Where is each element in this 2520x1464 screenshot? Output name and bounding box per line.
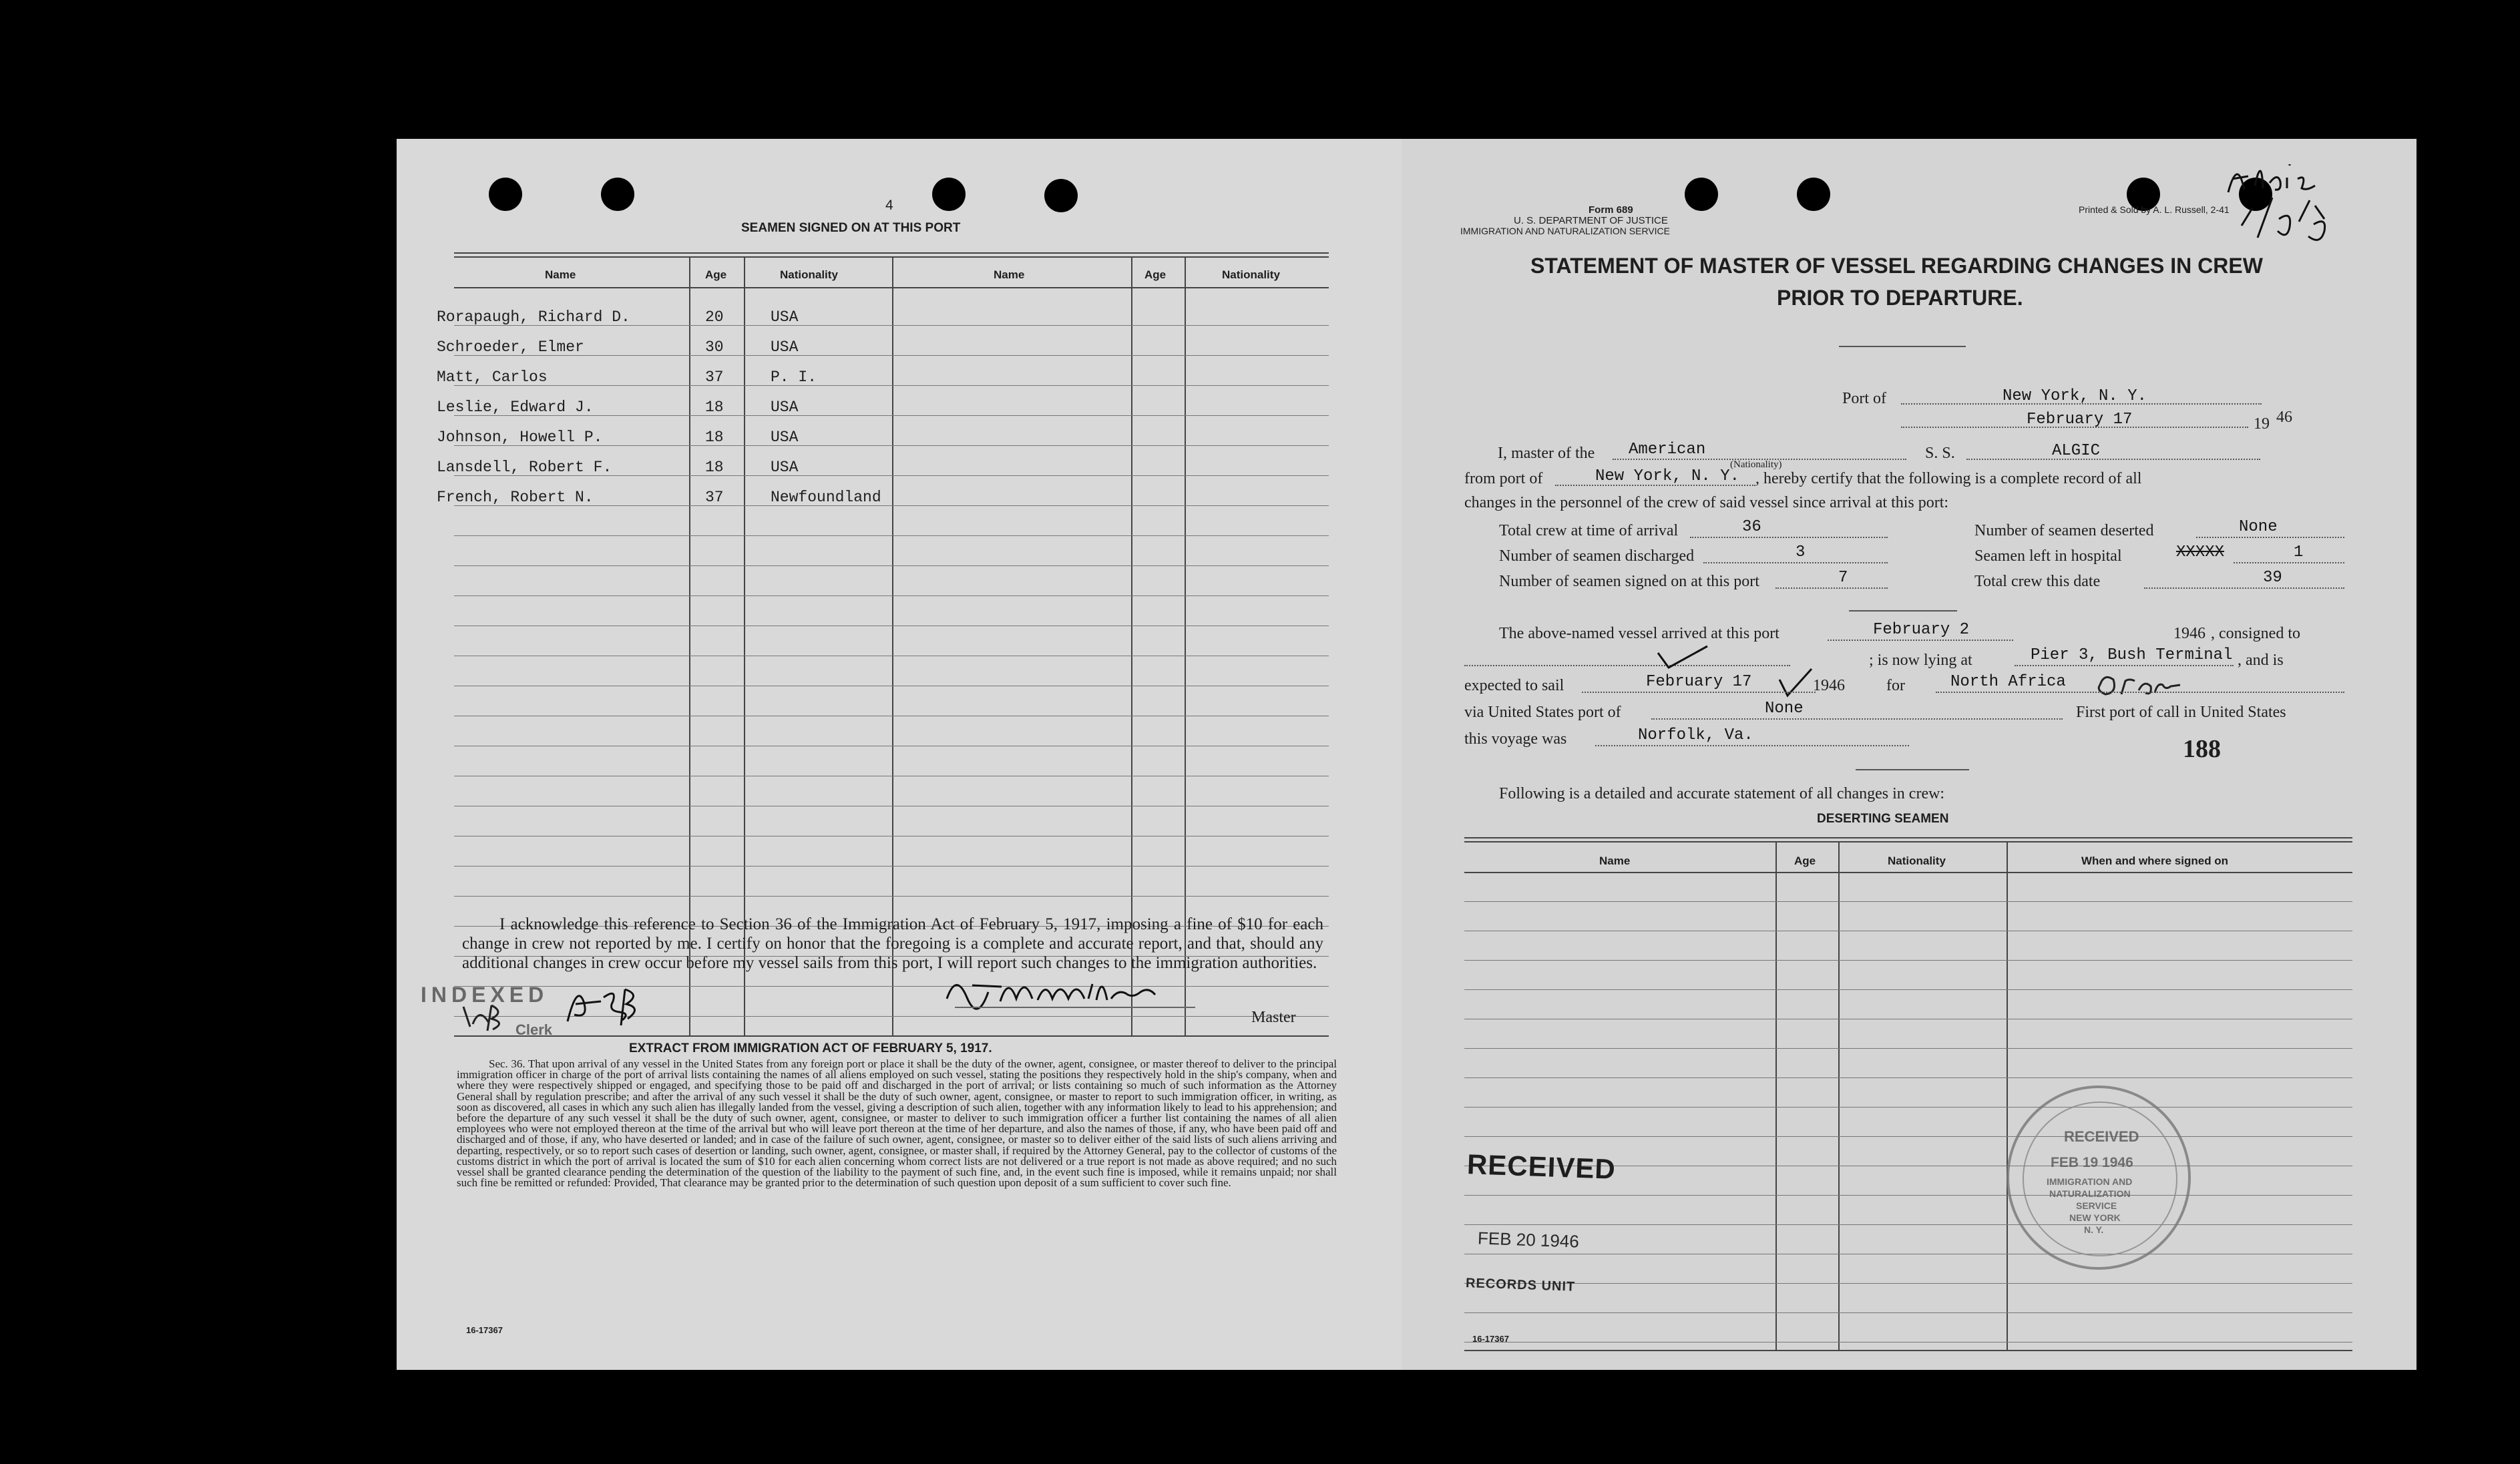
row-name: Lansdell, Robert F. — [437, 459, 612, 476]
seamen-signed-value: 7 — [1838, 569, 1848, 587]
nationality-caption: (Nationality) — [1730, 459, 1782, 470]
page-number: 188 — [2183, 735, 2221, 763]
row-rule — [454, 896, 1329, 897]
seamen-hospital-label: Seamen left in hospital — [1974, 547, 2122, 565]
col-header-name: Name — [545, 268, 576, 281]
col-header-nationality: Nationality — [1222, 268, 1280, 281]
round-stamp-line3: SERVICE — [2076, 1200, 2117, 1211]
handwritten-destination — [2091, 670, 2184, 700]
seamen-signed-label: Number of seamen signed on at this port — [1499, 573, 1759, 590]
extract-text: Sec. 36. That upon arrival of any vessel in the United States from any foreign port or place it shall be the duty of the owner, agent, consignee, or master thereof to deliver to the principal immigration officer in charge of the port of arrival lists containing the names of all aliens employed on such vessel, stating the positions they respectively hold in the ship's company, when and where they were respectively shipped or engaged, and specifying those to be paid off and discharged in the port of arrival; or lists containing so much of such information as the Attorney General shall by regulation prescribe; and after the arrival of any such vessel it shall be the duty of such owner, agent, consignee, or master to report to such immigration officer, in writing, as soon as discovered, all cases in which any such alien has illegally landed from the vessel, giving a description of such alien, together with any information likely to lead to his apprehension; and before the departure of any such vessel it shall be the duty of such owner, agent, consignee, or master to deliver to such immigration officer a further list containing the names of all alien employees who were not employed thereon at the time of the arrival but who will leave port thereon at the time of her departure, and also the names of those, if any, who have been paid off and discharged and of those, if any, who have deserted or landed; and in case of the failure of such owner, agent, consignee, or master so to deliver either of the said lists of such aliens arriving and departing, respectively, or so to report such cases of desertion or landing, such owner, agent, consignee, or master shall, if required by the Attorney General, pay to the collector of customs of the customs district in which the port of arrival is located the sum of $10 for each alien concerning whom correct lists are not delivered or a true report is not made as above required; and no such vessel shall be granted clearance pending the determination of the question of the liability to the payment of such fine, and, in the event such fine is imposed, while it remains unpaid; nor shall such fine be remitted or refunded: Provided, That clearance may be granted prior to the determination of such question upon deposit of a sum sufficient to cover such fine. — [457, 1057, 1337, 1190]
received-date: FEB 20 1946 — [1477, 1228, 1580, 1252]
round-received-stamp — [2007, 1085, 2191, 1270]
punch-hole — [1685, 178, 1718, 211]
department: U. S. DEPARTMENT OF JUSTICE — [1514, 215, 1668, 226]
punch-hole — [489, 178, 522, 211]
arrived-year: 1946 — [2173, 625, 2206, 642]
first-port-label: First port of call in United States — [2076, 704, 2286, 721]
total-crew-date-label: Total crew this date — [1974, 573, 2101, 590]
master-signature — [937, 967, 1165, 1017]
row-nationality: Newfoundland — [771, 489, 881, 506]
punch-hole — [932, 178, 966, 211]
row-age: 37 — [705, 369, 724, 386]
col-header-nationality: Nationality — [780, 268, 838, 281]
handwritten-initials — [458, 999, 511, 1036]
row-rule — [1464, 1224, 2352, 1225]
destination-value: North Africa — [1950, 673, 2066, 691]
consigned-label: , consigned to — [2211, 625, 2300, 642]
row-name: Johnson, Howell P. — [437, 429, 603, 446]
punch-hole — [601, 178, 634, 211]
expected-year: 1946 — [1813, 677, 1845, 694]
extract-title: EXTRACT FROM IMMIGRATION ACT OF FEBRUARY 5, 1917. — [629, 1041, 992, 1055]
form-code: 16-17367 — [466, 1325, 503, 1335]
indexed-stamp: INDEXED — [421, 983, 549, 1007]
master-label: Master — [1251, 1009, 1296, 1026]
row-nationality: USA — [771, 429, 799, 446]
left-page — [397, 139, 1402, 1370]
row-rule — [1464, 1048, 2352, 1049]
row-rule — [454, 866, 1329, 867]
col-header-age: Age — [705, 268, 727, 281]
row-name: Matt, Carlos — [437, 369, 548, 386]
row-name: Leslie, Edward J. — [437, 399, 594, 416]
row-nationality: USA — [771, 399, 799, 416]
expected-date: February 17 — [1646, 673, 1752, 691]
row-rule — [1464, 1283, 2352, 1284]
from-port-value: New York, N. Y. — [1595, 467, 1740, 485]
round-stamp-received: RECEIVED — [2064, 1128, 2139, 1145]
total-crew-arrival-label: Total crew at time of arrival — [1499, 522, 1679, 539]
col-header-age: Age — [1794, 855, 1816, 867]
lying-at-value: Pier 3, Bush Terminal — [2031, 646, 2233, 664]
row-rule — [1464, 1077, 2352, 1078]
section-title: SEAMEN SIGNED ON AT THIS PORT — [741, 221, 961, 235]
row-nationality: P. I. — [771, 369, 817, 386]
col-header-nationality: Nationality — [1888, 855, 1946, 867]
row-age: 18 — [705, 459, 724, 476]
and-is-label: , and is — [2238, 652, 2284, 669]
service: IMMIGRATION AND NATURALIZATION SERVICE — [1460, 226, 1670, 236]
ss-label: S. S. — [1925, 445, 1955, 462]
round-stamp-date: FEB 19 1946 — [2051, 1155, 2133, 1170]
nationality-value: American — [1629, 441, 1706, 459]
row-age: 30 — [705, 338, 724, 356]
arrived-date: February 2 — [1873, 621, 1970, 639]
form-title-line1: STATEMENT OF MASTER OF VESSEL REGARDING CHANGES IN CREW — [1530, 254, 2263, 278]
row-rule — [454, 355, 1329, 356]
row-rule — [1464, 1136, 2352, 1137]
row-rule — [1464, 1312, 2352, 1313]
row-age: 18 — [705, 429, 724, 446]
records-unit: RECORDS UNIT — [1465, 1276, 1576, 1294]
col-header-name: Name — [1599, 855, 1631, 867]
row-nationality: USA — [771, 308, 799, 326]
year-suffix: 46 — [2276, 409, 2292, 426]
round-stamp-line4: NEW YORK — [2069, 1212, 2121, 1223]
expected-label: expected to sail — [1464, 677, 1564, 694]
arrived-label: The above-named vessel arrived at this port — [1499, 625, 1779, 642]
vessel-name: ALGIC — [2052, 442, 2101, 460]
acknowledgement-text: I acknowledge this reference to Section 36 of the Immigration Act of February 5, 1917, imposing a fine of $10 for each change in crew not reported by me. I certify on honor that the foregoing is a complete and accurate report, and that, should any additional changes in crew occur before my vessel sails from this port, I will report such changes to the immigration authorities. — [462, 915, 1323, 972]
round-stamp-line2: NATURALIZATION — [2049, 1188, 2131, 1199]
following-label: Following is a detailed and accurate statement of all changes in crew: — [1499, 785, 1945, 802]
date-value: February 17 — [2027, 411, 2133, 429]
row-rule — [1464, 1195, 2352, 1196]
voyage-label: this voyage was — [1464, 730, 1567, 748]
voyage-port-value: Norfolk, Va. — [1638, 726, 1753, 744]
row-age: 37 — [705, 489, 724, 506]
seamen-hospital-struck: XXXXX — [2176, 543, 2225, 561]
round-stamp-line1: IMMIGRATION AND — [2047, 1176, 2133, 1187]
row-rule — [1464, 901, 2352, 902]
row-rule — [454, 535, 1329, 536]
row-name: Schroeder, Elmer — [437, 338, 584, 356]
round-stamp-line5: N. Y. — [2084, 1224, 2104, 1235]
page-number: 4 — [885, 198, 893, 213]
port-of-label: Port of — [1842, 390, 1886, 407]
clerk-label: Clerk — [515, 1021, 553, 1038]
col-header-age: Age — [1144, 268, 1167, 281]
right-page — [1402, 139, 2417, 1370]
row-rule — [1464, 1342, 2352, 1343]
row-age: 20 — [705, 308, 724, 326]
certify-text-1: , hereby certify that the following is a complete record of all — [1755, 470, 2142, 487]
row-name: French, Robert N. — [437, 489, 594, 506]
seamen-discharged-value: 3 — [1796, 543, 1806, 561]
seamen-deserted-value: None — [2239, 518, 2278, 536]
deserting-title: DESERTING SEAMEN — [1817, 812, 1949, 826]
row-age: 18 — [705, 399, 724, 416]
for-label: for — [1886, 677, 1905, 694]
row-rule — [454, 565, 1329, 566]
received-stamp: RECEIVED — [1466, 1148, 1617, 1185]
row-nationality: USA — [771, 338, 799, 356]
punch-hole — [1797, 178, 1830, 211]
via-port-value: None — [1765, 700, 1804, 718]
form-code: 16-17367 — [1472, 1334, 1509, 1344]
row-name: Rorapaugh, Richard D. — [437, 308, 630, 326]
total-crew-arrival-value: 36 — [1742, 518, 1761, 536]
row-nationality: USA — [771, 459, 799, 476]
punch-hole — [1044, 179, 1078, 212]
from-port-label: from port of — [1464, 470, 1543, 487]
seamen-deserted-label: Number of seamen deserted — [1974, 522, 2154, 539]
lying-label: ; is now lying at — [1869, 652, 1972, 669]
handwritten-corner-note — [2215, 152, 2362, 272]
row-rule — [1464, 1107, 2352, 1108]
row-rule — [454, 385, 1329, 386]
row-rule — [1464, 960, 2352, 961]
certify-text-2: changes in the personnel of the crew of said vessel since arrival at this port: — [1464, 494, 1949, 511]
row-rule — [1464, 989, 2352, 990]
handwritten-checkmark — [1651, 644, 1711, 670]
seamen-hospital-value: 1 — [2294, 543, 2304, 561]
form-title-line2: PRIOR TO DEPARTURE. — [1777, 286, 2023, 310]
col-header-name: Name — [994, 268, 1025, 281]
printer-credit: Printed & Sold by A. L. Russell, 2-41 — [2079, 204, 2230, 215]
via-label: via United States port of — [1464, 704, 1621, 721]
handwritten-checkmark — [1775, 666, 1816, 700]
col-header-when-where: When and where signed on — [2081, 855, 2229, 867]
year-prefix: 19 — [2254, 415, 2270, 433]
seamen-discharged-label: Number of seamen discharged — [1499, 547, 1695, 565]
clerk-initials — [561, 981, 641, 1032]
master-of-the-label: I, master of the — [1498, 445, 1595, 462]
form-number: Form 689 — [1589, 204, 1633, 216]
total-crew-date-value: 39 — [2263, 569, 2282, 587]
row-rule — [454, 595, 1329, 596]
port-value: New York, N. Y. — [2003, 387, 2147, 405]
